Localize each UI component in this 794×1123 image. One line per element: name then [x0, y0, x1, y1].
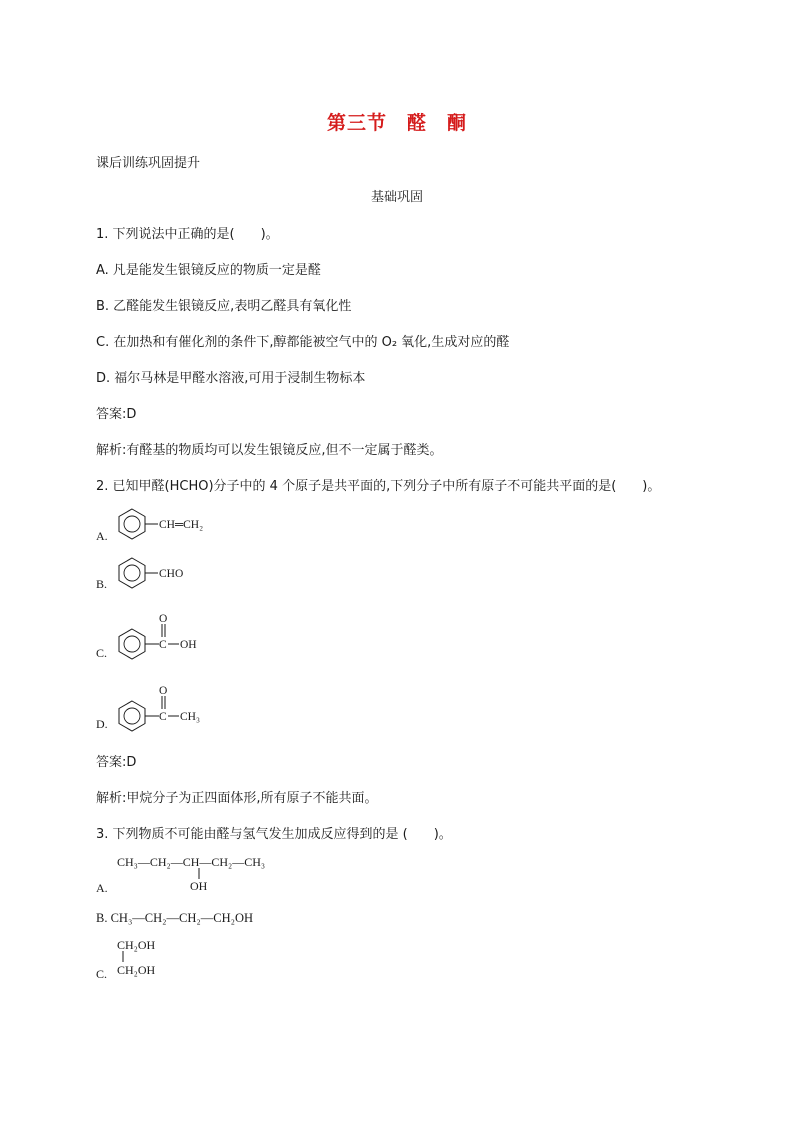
- q2-option-a-structure: [112, 508, 232, 540]
- q3-option-a-oh: OH: [190, 879, 208, 893]
- q1-option-b: B. 乙醛能发生银镜反应,表明乙醛具有氧化性: [96, 299, 352, 314]
- q1-option-c: C. 在加热和有催化剂的条件下,醇都能被空气中的 O₂ 氧化,生成对应的醛: [96, 335, 510, 350]
- q2-option-a-letter: A.: [96, 529, 108, 543]
- q2-option-d-group: CH₃: [180, 711, 200, 723]
- q2-option-c-letter: C.: [96, 646, 108, 660]
- q2-option-a-group: CH═CH₂: [159, 519, 204, 531]
- q3-stem: 3. 下列物质不可能由醛与氢气发生加成反应得到的是 ( )。: [96, 827, 452, 842]
- q1-option-a: A. 凡是能发生银镜反应的物质一定是醛: [96, 263, 321, 278]
- page-title: 第三节 醛 酮: [326, 112, 467, 134]
- q2-option-c-group: OH: [180, 639, 197, 651]
- q3-option-c-bottom: CH₂OH: [117, 963, 156, 977]
- subtitle: 课后训练巩固提升: [96, 156, 201, 171]
- q3-option-c-letter: C.: [96, 967, 108, 981]
- q2-option-d-letter: D.: [96, 717, 108, 731]
- q3-option-a-letter: A.: [96, 881, 108, 895]
- q3-option-b: B. CH₃—CH₂—CH₂—CH₂OH: [96, 911, 254, 925]
- q2-option-b-structure: [112, 557, 212, 589]
- q2-analysis: 解析:甲烷分子为正四面体形,所有原子不能共面。: [96, 791, 378, 806]
- q3-option-a-chain: CH₃—CH₂—CH—CH₂—CH₃: [117, 855, 266, 869]
- q1-option-d: D. 福尔马林是甲醛水溶液,可用于浸制生物标本: [96, 371, 366, 386]
- q1-analysis: 解析:有醛基的物质均可以发生银镜反应,但不一定属于醛类。: [96, 443, 443, 458]
- q2-option-b-letter: B.: [96, 577, 108, 591]
- q2-option-b-group: CHO: [159, 568, 184, 580]
- q2-option-d-structure: [112, 682, 222, 732]
- svg-text:C: C: [159, 711, 167, 723]
- q2-option-c-structure: [112, 610, 222, 660]
- q1-answer: 答案:D: [96, 407, 137, 422]
- q2-answer: 答案:D: [96, 755, 137, 770]
- q1-stem: 1. 下列说法中正确的是( )。: [96, 227, 279, 242]
- q2-option-d-oxygen: O: [159, 685, 168, 697]
- q2-stem: 2. 已知甲醛(HCHO)分子中的 4 个原子是共平面的,下列分子中所有原子不可能共平面的是( )。: [96, 479, 661, 494]
- q2-option-c-oxygen: O: [159, 613, 168, 625]
- section-heading: 基础巩固: [370, 190, 423, 205]
- q3-option-c-top: CH₂OH: [117, 938, 156, 952]
- svg-text:C: C: [159, 639, 167, 651]
- q3-option-c-bond: [117, 951, 137, 963]
